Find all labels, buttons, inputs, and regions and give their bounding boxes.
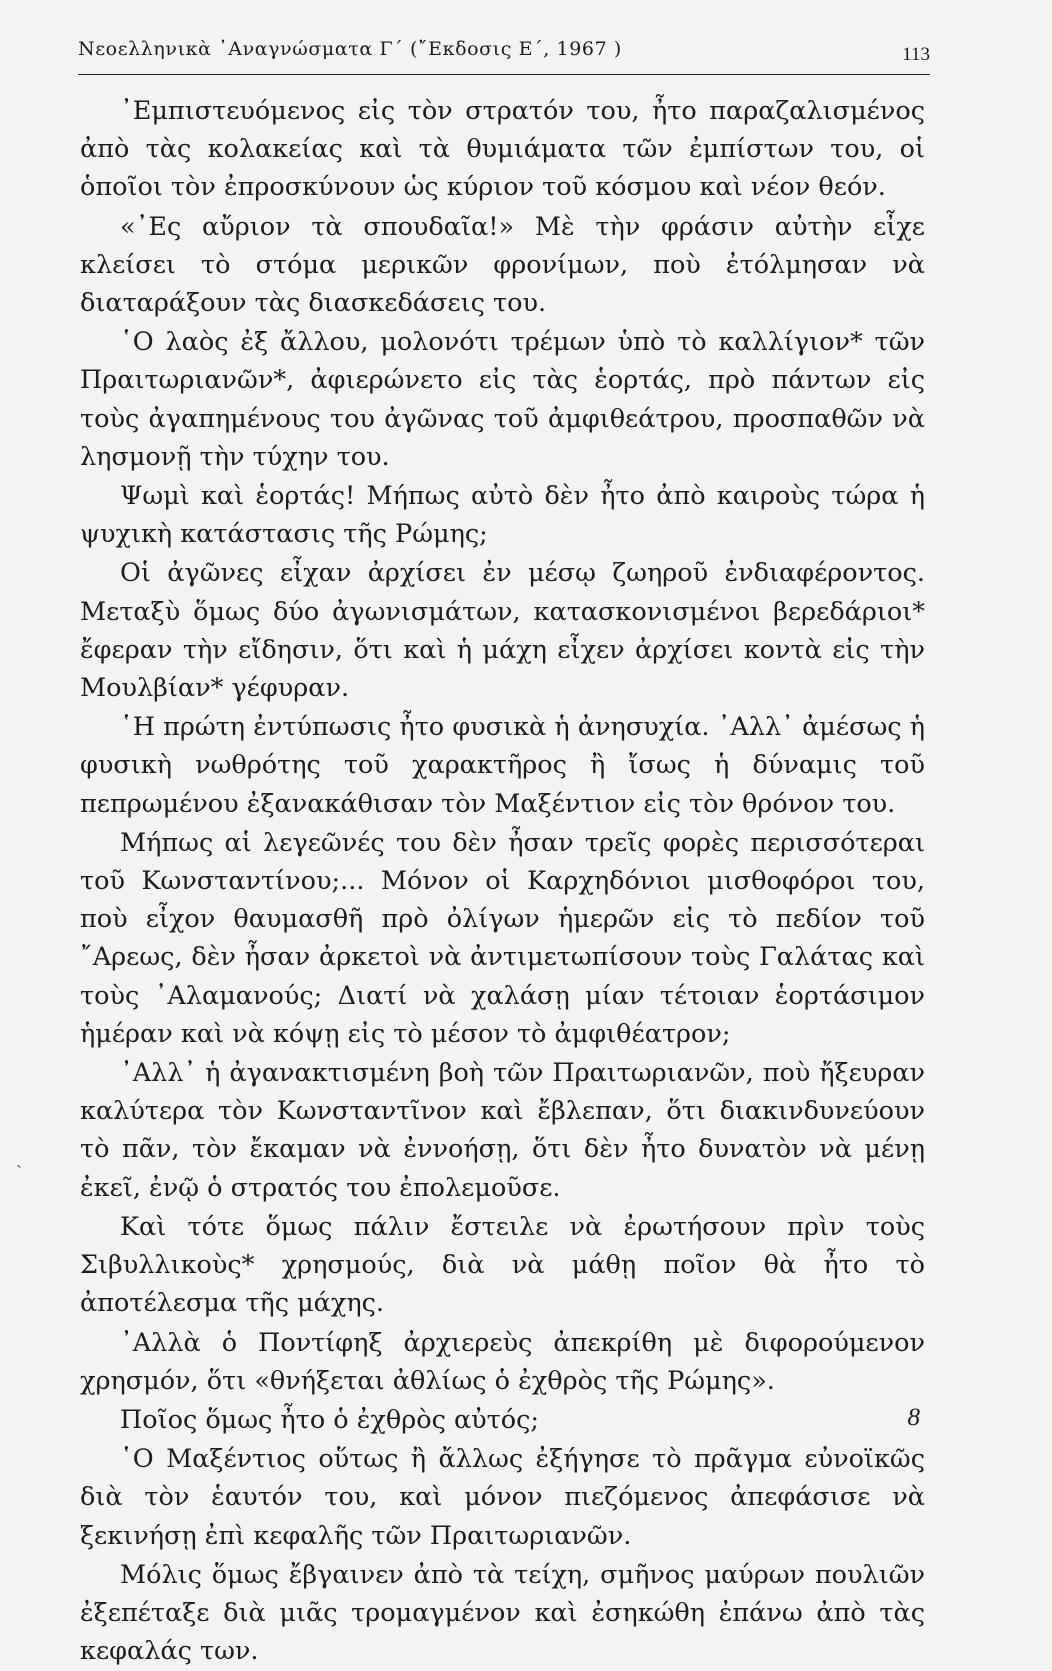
- paragraph: Ψωμὶ καὶ ἑορτάς! Μήπως αὐτὸ δὲν ἦτο ἀπὸ καιροὺς τώρα ἡ ψυχικὴ κατάστασις τῆς Ρώμης;: [80, 481, 925, 550]
- folio-signature: 8: [907, 1404, 920, 1431]
- page-number: 113: [902, 44, 930, 65]
- paragraph: Καὶ τότε ὅμως πάλιν ἔστειλε νὰ ἐρωτήσουν πρὶν τοὺς Σιβυλλικοὺς* χρησμούς, διὰ νὰ μάθῃ ποῖον θὰ ἦτο τὸ ἀποτέλεσμα τῆς μάχης.: [80, 1211, 925, 1319]
- paragraph: Μόλις ὅμως ἔβγαινεν ἀπὸ τὰ τείχη, σμῆνος μαύρων πουλιῶν ἐξεπέταξε διὰ μιᾶς τρομαγμένον καὶ ἐσηκώθη ἐπάνω ἀπὸ τὰς κεφαλάς των.: [80, 1559, 925, 1667]
- margin-mark: ˎ: [16, 1148, 22, 1169]
- paragraph: Οἱ ἀγῶνες εἶχαν ἀρχίσει ἐν μέσῳ ζωηροῦ ἐνδιαφέροντος. Μεταξὺ ὅμως δύο ἀγωνισμάτων, κατασκονισμένοι βερεδάριοι* ἔφεραν τὴν εἴδησιν, ὅτι καὶ ἡ μάχη εἶχεν ἀρχίσει κοντὰ εἰς τὴν Μουλβίαν* γέφυραν.: [80, 558, 925, 704]
- paragraph: ᾿Αλλὰ ὁ Ποντίφηξ ἀρχιερεὺς ἀπεκρίθη μὲ διφορούμενον χρησμόν, ὅτι «θνήξεται ἀθλίως ὁ ἐχθρὸς τῆς Ρώμης».: [80, 1327, 925, 1396]
- header-rule: [78, 74, 930, 75]
- paragraph: «᾿Ες αὔριον τὰ σπουδαῖα!» Μὲ τὴν φράσιν αὐτὴν εἶχε κλείσει τὸ στόμα μερικῶν φρονίμων, ποὺ ἐτόλμησαν νὰ διαταράξουν τὰς διασκεδάσεις του.: [80, 211, 925, 319]
- running-head: [76, 34, 934, 68]
- body-text: [80, 92, 925, 1671]
- paragraph: ᾿Εμπιστευόμενος εἰς τὸν στρατόν του, ἦτο παραζαλισμένος ἀπὸ τὰς κολακείας καὶ τὰ θυμιάματα τῶν ἐμπίστων του, οἱ ὁποῖοι τὸν ἐπροσκύνουν ὡς κύριον τοῦ κόσμου καὶ νέον θεόν.: [80, 96, 925, 203]
- paragraph: ῾Η πρώτη ἐντύπωσις ἦτο φυσικὰ ἡ ἀνησυχία. ᾿Αλλ᾿ ἀμέσως ἡ φυσικὴ νωθρότης τοῦ χαρακτῆρος ἢ ἴσως ἡ δύναμις τοῦ πεπρωμένου ἐξανακάθισαν τὸν Μαξέντιον εἰς τὸν θρόνον του.: [80, 712, 925, 819]
- paragraph: ῾Ο λαὸς ἐξ ἄλλου, μολονότι τρέμων ὑπὸ τὸ καλλίγιον* τῶν Πραιτωριανῶν*, ἀφιερώνετο εἰς τὰς ἑορτάς, πρὸ πάντων εἰς τοὺς ἀγαπημένους του ἀγῶνας τοῦ ἀμφιθεάτρου, προσπαθῶν νὰ λησμονῇ τὴν τύχην του.: [80, 327, 925, 472]
- paragraph: ᾿Αλλ᾿ ἡ ἀγανακτισμένη βοὴ τῶν Πραιτωριανῶν, ποὺ ἤξευραν καλύτερα τὸν Κωνσταντῖνον καὶ ἔβλεπαν, ὅτι διακινδυνεύουν τὸ πᾶν, τὸν ἔκαμαν νὰ ἐννοήσῃ, ὅτι δὲν ἦτο δυνατὸν νὰ μένῃ ἐκεῖ, ἐνῷ ὁ στρατός του ἐπολεμοῦσε.: [80, 1058, 925, 1203]
- paragraph: Μήπως αἱ λεγεῶνές του δὲν ἦσαν τρεῖς φορὲς περισσότεραι τοῦ Κωνσταντίνου;... Μόνον οἱ Καρχηδόνιοι μισθοφόροι του, ποὺ εἶχον θαυμασθῆ πρὸ ὀλίγων ἡμερῶν εἰς τὸ πεδίον τοῦ ῎Αρεως, δὲν ἦσαν ἀρκετοὶ νὰ ἀντιμετωπίσουν τοὺς Γαλάτας καὶ τοὺς ᾿Αλαμανούς; Διατί νὰ χαλάσῃ μίαν τέτοιαν ἑορτάσιμον ἡμέραν καὶ νὰ κόψῃ εἰς τὸ μέσον τὸ ἀμφιθέατρον;: [80, 827, 925, 1049]
- paragraph: Ποῖος ὅμως ἦτο ὁ ἐχθρὸς αὐτός;: [120, 1404, 540, 1435]
- paragraph: ῾Ο Μαξέντιος οὕτως ἢ ἄλλως ἐξήγησε τὸ πρᾶγμα εὐνοϊκῶς διὰ τὸν ἑαυτόν του, καὶ μόνον πιεζόμενος ἀπεφάσισε νὰ ξεκινήσῃ ἐπὶ κεφαλῆς τῶν Πραιτωριανῶν.: [80, 1444, 925, 1551]
- running-title: Νεοελληνικὰ ᾿Αναγνώσματα Γ΄ (῎Εκδοσις Ε΄, 1967 ): [78, 38, 622, 60]
